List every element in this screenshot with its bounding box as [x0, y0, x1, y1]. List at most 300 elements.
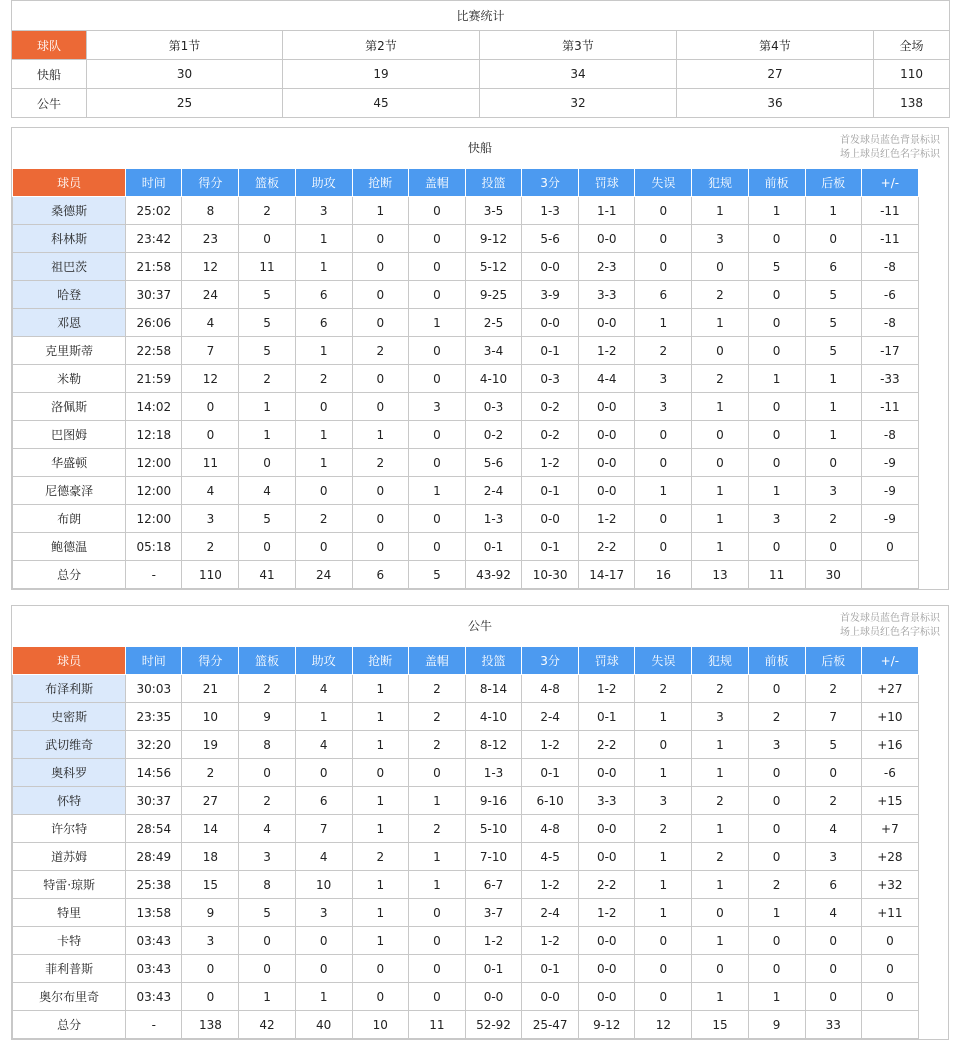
stat-turnovers: 0 [635, 421, 692, 449]
stat-points: 0 [182, 983, 239, 1011]
stat-plusminus: -11 [861, 225, 918, 253]
stat-turnovers: 0 [635, 731, 692, 759]
stat-fg: 6-7 [465, 871, 521, 899]
game-summary-table [11, 0, 950, 118]
stat-oreb: 1 [748, 477, 805, 505]
summary-cell: 19 [283, 60, 480, 89]
stat-turnovers: 1 [635, 871, 692, 899]
stat-oreb: 0 [748, 337, 805, 365]
stat-assists: 7 [295, 815, 352, 843]
stat-steals: 2 [352, 337, 408, 365]
stat-rebounds: 8 [239, 731, 295, 759]
stat-plusminus: +15 [861, 787, 918, 815]
stat-time: 12:18 [126, 421, 182, 449]
stat-blocks: 0 [408, 197, 465, 225]
stat-dreb: 5 [805, 337, 861, 365]
stat-three: 2-4 [522, 703, 579, 731]
stat-points: 15 [182, 871, 239, 899]
stat-fouls: 0 [692, 449, 748, 477]
stat-rebounds: 2 [239, 197, 295, 225]
stat-three: 6-10 [522, 787, 579, 815]
stat-plusminus: -33 [861, 365, 918, 393]
stat-dreb: 7 [805, 703, 861, 731]
stat-rebounds: 5 [239, 505, 295, 533]
stat-steals: 1 [352, 675, 408, 703]
stat-time: 12:00 [126, 477, 182, 505]
stat-oreb: 5 [748, 253, 805, 281]
stat-steals: 2 [352, 449, 408, 477]
stat-blocks: 2 [408, 703, 465, 731]
column-header-turnovers: 失误 [635, 647, 692, 675]
stat-time: 21:58 [126, 253, 182, 281]
stat-ft: 0-0 [579, 983, 635, 1011]
stat-steals: 1 [352, 927, 408, 955]
total-fg: 43-92 [465, 561, 521, 589]
stat-dreb: 6 [805, 253, 861, 281]
stat-plusminus: +27 [861, 675, 918, 703]
stat-three: 0-1 [522, 533, 579, 561]
stat-assists: 1 [295, 337, 352, 365]
stat-points: 8 [182, 197, 239, 225]
total-steals: 6 [352, 561, 408, 589]
stat-points: 2 [182, 759, 239, 787]
summary-cell: 32 [480, 89, 677, 118]
stat-rebounds: 5 [239, 899, 295, 927]
stat-blocks: 0 [408, 759, 465, 787]
stat-ft: 0-0 [579, 759, 635, 787]
stat-assists: 0 [295, 533, 352, 561]
stat-fg: 3-4 [465, 337, 521, 365]
stat-blocks: 0 [408, 225, 465, 253]
column-header-oreb: 前板 [748, 169, 805, 197]
column-header-rebounds: 篮板 [239, 169, 295, 197]
stat-turnovers: 0 [635, 225, 692, 253]
column-header-player: 球员 [13, 169, 126, 197]
summary-header-team: 球队 [12, 31, 87, 60]
player-row [13, 703, 919, 731]
stat-ft: 0-1 [579, 703, 635, 731]
stat-three: 3-9 [522, 281, 579, 309]
stat-three: 1-2 [522, 871, 579, 899]
stat-plusminus: +11 [861, 899, 918, 927]
summary-cell: 36 [677, 89, 874, 118]
stat-fouls: 2 [692, 787, 748, 815]
stat-turnovers: 1 [635, 309, 692, 337]
summary-header-q1: 第1节 [87, 31, 283, 60]
stat-fg: 0-3 [465, 393, 521, 421]
stat-three: 1-2 [522, 731, 579, 759]
totals-row [13, 1011, 919, 1039]
stat-time: 30:37 [126, 787, 182, 815]
stat-points: 12 [182, 253, 239, 281]
stat-plusminus: -8 [861, 421, 918, 449]
stat-dreb: 2 [805, 505, 861, 533]
player-row [13, 309, 919, 337]
player-name: 菲利普斯 [13, 955, 126, 983]
column-header-assists: 助攻 [295, 169, 352, 197]
player-name: 奥科罗 [13, 759, 126, 787]
column-header-turnovers: 失误 [635, 169, 692, 197]
stat-plusminus: 0 [861, 533, 918, 561]
stat-oreb: 0 [748, 675, 805, 703]
stat-plusminus: 0 [861, 983, 918, 1011]
stat-plusminus: +10 [861, 703, 918, 731]
stat-dreb: 5 [805, 309, 861, 337]
stat-points: 0 [182, 421, 239, 449]
stat-rebounds: 0 [239, 759, 295, 787]
stat-three: 0-1 [522, 477, 579, 505]
stat-fg: 3-7 [465, 899, 521, 927]
player-name: 布泽利斯 [13, 675, 126, 703]
player-row [13, 871, 919, 899]
stat-plusminus: +16 [861, 731, 918, 759]
column-header-three: 3分 [522, 169, 579, 197]
stat-blocks: 1 [408, 871, 465, 899]
stat-fg: 0-1 [465, 955, 521, 983]
column-header-ft: 罚球 [579, 169, 635, 197]
stat-steals: 0 [352, 365, 408, 393]
stat-dreb: 1 [805, 365, 861, 393]
summary-team-name: 快船 [12, 60, 87, 89]
player-row [13, 393, 919, 421]
player-row [13, 899, 919, 927]
stat-blocks: 3 [408, 393, 465, 421]
stat-time: 23:35 [126, 703, 182, 731]
stat-steals: 0 [352, 505, 408, 533]
player-row [13, 477, 919, 505]
column-header-oreb: 前板 [748, 647, 805, 675]
stat-blocks: 0 [408, 449, 465, 477]
legend-starter-note: 首发球员蓝色背景标识 [840, 135, 940, 146]
stat-fouls: 2 [692, 675, 748, 703]
column-header-fg: 投篮 [465, 647, 521, 675]
stat-ft: 0-0 [579, 955, 635, 983]
stat-dreb: 4 [805, 815, 861, 843]
stat-dreb: 2 [805, 787, 861, 815]
player-row [13, 225, 919, 253]
stat-dreb: 3 [805, 477, 861, 505]
stat-fouls: 1 [692, 393, 748, 421]
stat-plusminus: -8 [861, 253, 918, 281]
stat-blocks: 0 [408, 899, 465, 927]
summary-header-q3: 第3节 [480, 31, 677, 60]
player-name: 怀特 [13, 787, 126, 815]
stat-blocks: 0 [408, 533, 465, 561]
stat-oreb: 0 [748, 449, 805, 477]
stat-plusminus: 0 [861, 955, 918, 983]
stat-oreb: 3 [748, 731, 805, 759]
player-row [13, 927, 919, 955]
stat-three: 4-8 [522, 815, 579, 843]
stat-blocks: 0 [408, 983, 465, 1011]
summary-header-q2: 第2节 [283, 31, 480, 60]
stat-steals: 0 [352, 477, 408, 505]
stat-turnovers: 0 [635, 197, 692, 225]
player-stats-table [12, 168, 919, 589]
player-name: 许尔特 [13, 815, 126, 843]
stat-plusminus: -11 [861, 393, 918, 421]
stat-oreb: 0 [748, 225, 805, 253]
stat-assists: 1 [295, 421, 352, 449]
stat-fg: 2-4 [465, 477, 521, 505]
stat-assists: 0 [295, 477, 352, 505]
column-header-player: 球员 [13, 647, 126, 675]
total-time: - [126, 1011, 182, 1039]
stat-steals: 1 [352, 731, 408, 759]
player-name: 祖巴茨 [13, 253, 126, 281]
stat-three: 0-0 [522, 309, 579, 337]
stat-time: 12:00 [126, 505, 182, 533]
player-row [13, 337, 919, 365]
player-stats-table [12, 646, 919, 1039]
stat-points: 27 [182, 787, 239, 815]
stat-three: 0-1 [522, 759, 579, 787]
stat-turnovers: 0 [635, 927, 692, 955]
player-name: 科林斯 [13, 225, 126, 253]
stat-turnovers: 0 [635, 955, 692, 983]
stat-ft: 2-2 [579, 731, 635, 759]
stat-assists: 0 [295, 393, 352, 421]
stat-steals: 0 [352, 955, 408, 983]
stat-assists: 0 [295, 927, 352, 955]
player-name: 特里 [13, 899, 126, 927]
total-assists: 24 [295, 561, 352, 589]
stat-time: 28:49 [126, 843, 182, 871]
team-boxscore-clippers [11, 127, 949, 590]
stat-fg: 9-25 [465, 281, 521, 309]
stat-fg: 2-5 [465, 309, 521, 337]
stat-blocks: 1 [408, 477, 465, 505]
player-row [13, 815, 919, 843]
player-name: 道苏姆 [13, 843, 126, 871]
player-row [13, 675, 919, 703]
player-row [13, 365, 919, 393]
team-name: 公牛 [467, 619, 492, 633]
stat-points: 11 [182, 449, 239, 477]
stat-rebounds: 2 [239, 675, 295, 703]
stat-time: 14:02 [126, 393, 182, 421]
player-name: 特雷·琼斯 [13, 871, 126, 899]
stat-assists: 2 [295, 505, 352, 533]
stat-three: 0-0 [522, 253, 579, 281]
stat-points: 4 [182, 309, 239, 337]
stat-turnovers: 2 [635, 675, 692, 703]
stat-fouls: 1 [692, 871, 748, 899]
stat-plusminus: -11 [861, 197, 918, 225]
stat-time: 28:54 [126, 815, 182, 843]
stat-plusminus: +32 [861, 871, 918, 899]
stat-fg: 1-3 [465, 759, 521, 787]
column-header-rebounds: 篮板 [239, 647, 295, 675]
stat-plusminus: -8 [861, 309, 918, 337]
stat-rebounds: 5 [239, 281, 295, 309]
stat-turnovers: 1 [635, 703, 692, 731]
stat-dreb: 2 [805, 675, 861, 703]
stat-ft: 1-2 [579, 337, 635, 365]
total-points: 138 [182, 1011, 239, 1039]
stat-assists: 0 [295, 955, 352, 983]
stat-plusminus: 0 [861, 927, 918, 955]
stat-ft: 1-2 [579, 675, 635, 703]
stat-turnovers: 3 [635, 365, 692, 393]
stat-three: 4-5 [522, 843, 579, 871]
stat-time: 25:02 [126, 197, 182, 225]
stat-turnovers: 1 [635, 759, 692, 787]
stat-rebounds: 2 [239, 365, 295, 393]
stat-assists: 3 [295, 899, 352, 927]
stat-steals: 0 [352, 253, 408, 281]
stat-three: 0-0 [522, 983, 579, 1011]
total-fouls: 15 [692, 1011, 748, 1039]
stat-blocks: 0 [408, 505, 465, 533]
stat-time: 12:00 [126, 449, 182, 477]
stat-fouls: 2 [692, 843, 748, 871]
stat-ft: 0-0 [579, 927, 635, 955]
stat-fouls: 1 [692, 533, 748, 561]
stat-dreb: 0 [805, 533, 861, 561]
stat-blocks: 0 [408, 927, 465, 955]
stat-fg: 8-14 [465, 675, 521, 703]
stat-blocks: 0 [408, 253, 465, 281]
total-assists: 40 [295, 1011, 352, 1039]
stat-blocks: 1 [408, 787, 465, 815]
stat-fouls: 1 [692, 309, 748, 337]
stat-ft: 0-0 [579, 393, 635, 421]
legend-oncourt-note: 场上球员红色名字标识 [840, 627, 940, 638]
stat-points: 0 [182, 955, 239, 983]
total-rebounds: 41 [239, 561, 295, 589]
stat-oreb: 0 [748, 281, 805, 309]
stat-turnovers: 1 [635, 899, 692, 927]
stat-points: 19 [182, 731, 239, 759]
stat-oreb: 0 [748, 533, 805, 561]
stat-three: 2-4 [522, 899, 579, 927]
stat-steals: 1 [352, 703, 408, 731]
stat-rebounds: 4 [239, 815, 295, 843]
stat-ft: 3-3 [579, 787, 635, 815]
stat-assists: 4 [295, 843, 352, 871]
stat-fg: 4-10 [465, 703, 521, 731]
player-name: 米勒 [13, 365, 126, 393]
stat-three: 0-1 [522, 955, 579, 983]
total-plusminus [861, 1011, 918, 1039]
stat-blocks: 2 [408, 675, 465, 703]
stat-assists: 4 [295, 731, 352, 759]
total-fg: 52-92 [465, 1011, 521, 1039]
stat-steals: 0 [352, 983, 408, 1011]
stat-steals: 0 [352, 533, 408, 561]
stat-dreb: 0 [805, 927, 861, 955]
stat-turnovers: 0 [635, 983, 692, 1011]
stat-oreb: 1 [748, 197, 805, 225]
player-row [13, 533, 919, 561]
stat-fouls: 0 [692, 899, 748, 927]
stat-steals: 1 [352, 815, 408, 843]
stat-three: 0-2 [522, 393, 579, 421]
summary-team-name: 公牛 [12, 89, 87, 118]
summary-header-total: 全场 [874, 31, 950, 60]
stat-turnovers: 0 [635, 449, 692, 477]
column-header-steals: 抢断 [352, 647, 408, 675]
summary-cell: 25 [87, 89, 283, 118]
total-time: - [126, 561, 182, 589]
stat-fg: 1-3 [465, 505, 521, 533]
stat-fouls: 0 [692, 337, 748, 365]
column-header-fouls: 犯规 [692, 169, 748, 197]
stat-rebounds: 0 [239, 225, 295, 253]
player-row [13, 197, 919, 225]
stat-plusminus: -9 [861, 449, 918, 477]
stat-plusminus: -17 [861, 337, 918, 365]
player-name: 奥尔布里奇 [13, 983, 126, 1011]
stat-dreb: 0 [805, 955, 861, 983]
column-header-dreb: 后板 [805, 169, 861, 197]
stat-points: 10 [182, 703, 239, 731]
stat-fg: 5-10 [465, 815, 521, 843]
stat-oreb: 1 [748, 899, 805, 927]
stat-fouls: 3 [692, 225, 748, 253]
stat-turnovers: 6 [635, 281, 692, 309]
legend [840, 134, 940, 162]
team-boxscore-bulls [11, 605, 949, 1040]
player-name: 洛佩斯 [13, 393, 126, 421]
column-header-blocks: 盖帽 [408, 647, 465, 675]
totals-label: 总分 [13, 1011, 126, 1039]
total-dreb: 33 [805, 1011, 861, 1039]
column-header-time: 时间 [126, 169, 182, 197]
stat-plusminus: -9 [861, 505, 918, 533]
stat-turnovers: 0 [635, 533, 692, 561]
total-three: 25-47 [522, 1011, 579, 1039]
stat-ft: 2-2 [579, 871, 635, 899]
stat-steals: 1 [352, 787, 408, 815]
player-row [13, 281, 919, 309]
stat-fouls: 1 [692, 759, 748, 787]
stat-fouls: 2 [692, 281, 748, 309]
player-row [13, 955, 919, 983]
stat-steals: 0 [352, 309, 408, 337]
stat-time: 13:58 [126, 899, 182, 927]
legend-starter-note: 首发球员蓝色背景标识 [840, 613, 940, 624]
team-name: 快船 [467, 141, 492, 155]
total-blocks: 11 [408, 1011, 465, 1039]
stat-ft: 0-0 [579, 477, 635, 505]
stat-time: 03:43 [126, 927, 182, 955]
stat-turnovers: 1 [635, 477, 692, 505]
stat-rebounds: 0 [239, 533, 295, 561]
stat-three: 0-2 [522, 421, 579, 449]
stat-assists: 2 [295, 365, 352, 393]
stat-assists: 4 [295, 675, 352, 703]
stat-ft: 0-0 [579, 225, 635, 253]
stat-time: 32:20 [126, 731, 182, 759]
stat-fouls: 2 [692, 365, 748, 393]
stat-fg: 5-6 [465, 449, 521, 477]
stat-points: 24 [182, 281, 239, 309]
stat-rebounds: 0 [239, 955, 295, 983]
column-header-fg: 投篮 [465, 169, 521, 197]
total-fouls: 13 [692, 561, 748, 589]
stat-assists: 1 [295, 983, 352, 1011]
team-title [12, 606, 948, 646]
player-name: 卡特 [13, 927, 126, 955]
stat-time: 21:59 [126, 365, 182, 393]
stat-fouls: 0 [692, 955, 748, 983]
player-name: 布朗 [13, 505, 126, 533]
stat-dreb: 5 [805, 281, 861, 309]
stat-plusminus: +28 [861, 843, 918, 871]
column-header-steals: 抢断 [352, 169, 408, 197]
